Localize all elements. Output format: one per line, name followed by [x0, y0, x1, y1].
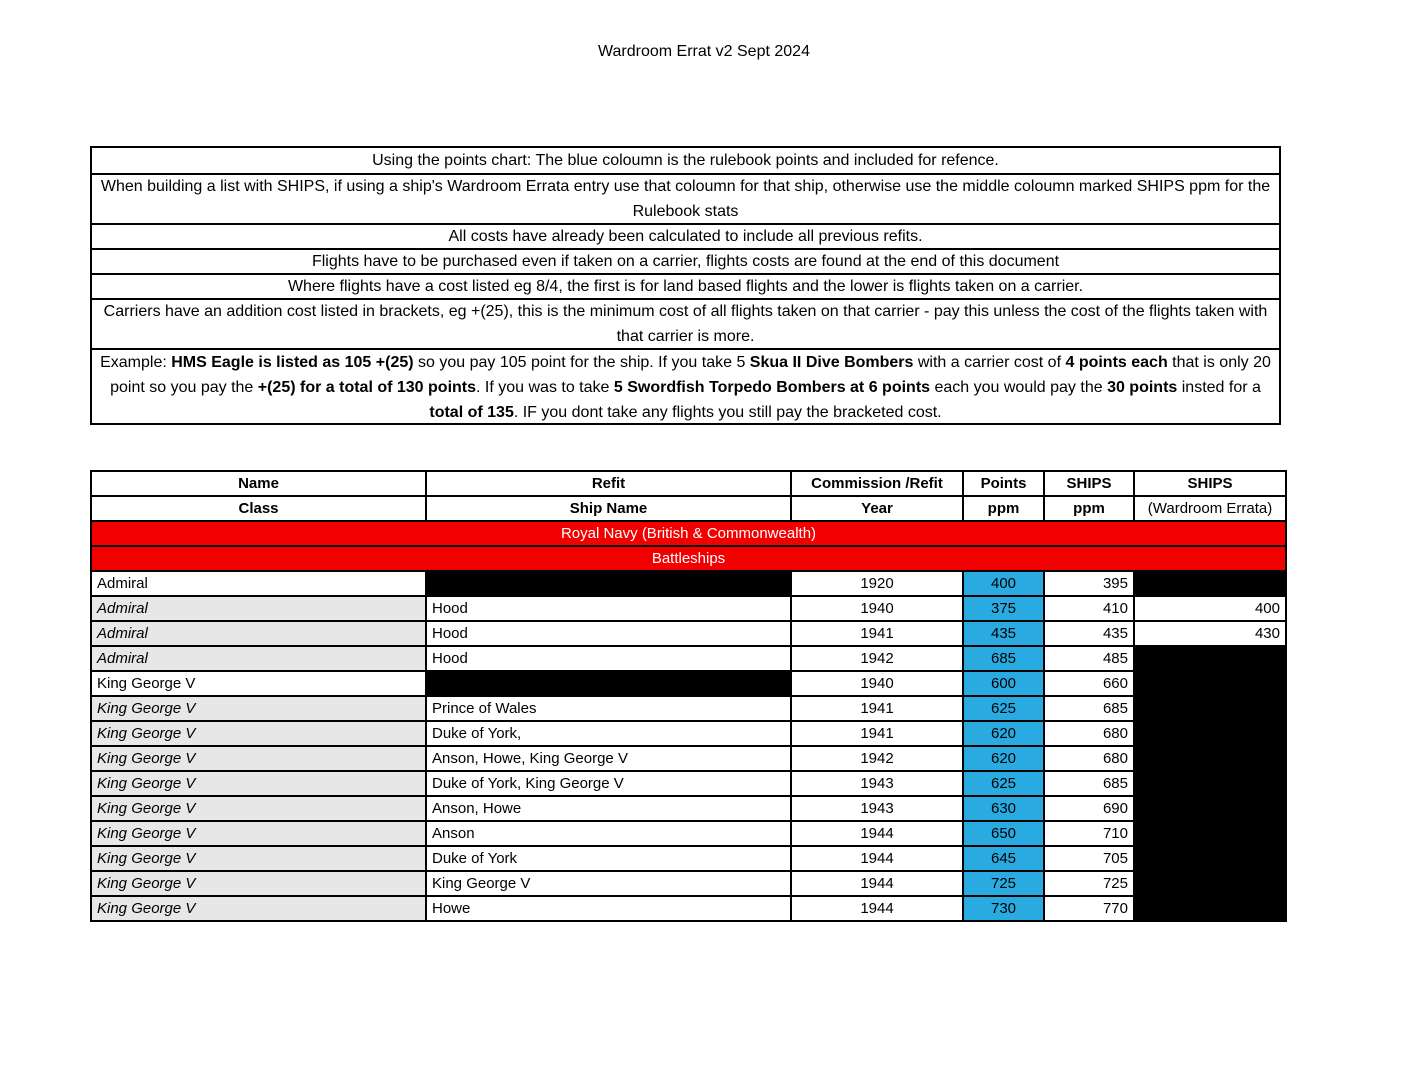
points-ppm-cell: 620 — [963, 746, 1044, 771]
class-cell: King George V — [91, 746, 426, 771]
notes-box — [90, 146, 1281, 425]
points-ppm-cell: 645 — [963, 846, 1044, 871]
class-cell: King George V — [91, 846, 426, 871]
ships-ppm-cell: 680 — [1044, 721, 1134, 746]
blacked-out-cell — [1134, 771, 1286, 796]
points-ppm-cell: 620 — [963, 721, 1044, 746]
year-cell: 1944 — [791, 871, 963, 896]
ship-name-cell: Hood — [426, 596, 791, 621]
note-row: Flights have to be purchased even if taken on a carrier, flights costs are found at the end of this document — [92, 248, 1279, 273]
class-cell: King George V — [91, 696, 426, 721]
example-text: . If you was to take — [476, 379, 614, 396]
column-subheader: Ship Name — [426, 496, 791, 521]
blacked-out-cell — [426, 671, 791, 696]
class-cell: King George V — [91, 721, 426, 746]
column-subheader: (Wardroom Errata) — [1134, 496, 1286, 521]
points-ppm-cell: 600 — [963, 671, 1044, 696]
points-ppm-cell: 625 — [963, 696, 1044, 721]
blacked-out-cell — [1134, 646, 1286, 671]
ships-ppm-cell: 705 — [1044, 846, 1134, 871]
table-row — [91, 571, 1286, 596]
ships-ppm-cell: 680 — [1044, 746, 1134, 771]
example-bold-text: 30 points — [1107, 379, 1178, 396]
class-cell: Admiral — [91, 621, 426, 646]
example-bold-text: +(25) for a total of 130 points — [257, 379, 477, 396]
points-table — [90, 470, 1287, 922]
example-text: Example: — [100, 354, 172, 371]
ship-name-cell: Anson — [426, 821, 791, 846]
ship-name-cell: Hood — [426, 646, 791, 671]
blacked-out-cell — [1134, 846, 1286, 871]
blacked-out-cell — [1134, 796, 1286, 821]
section-banner-row — [91, 521, 1286, 546]
example-text: . IF you dont take any flights you still pay the bracketed cost. — [513, 404, 942, 421]
table-row — [91, 721, 1286, 746]
column-header: Refit — [426, 471, 791, 496]
example-bold-text: total of 135 — [429, 404, 514, 421]
blacked-out-cell — [1134, 571, 1286, 596]
year-cell: 1940 — [791, 596, 963, 621]
ships-ppm-cell: 660 — [1044, 671, 1134, 696]
table-row — [91, 896, 1286, 921]
table-row — [91, 746, 1286, 771]
column-header: SHIPS — [1134, 471, 1286, 496]
table-row — [91, 796, 1286, 821]
example-text: that is only 20 point so you pay the — [110, 354, 1271, 396]
ships-ppm-cell: 410 — [1044, 596, 1134, 621]
points-ppm-cell: 625 — [963, 771, 1044, 796]
ships-ppm-cell: 725 — [1044, 871, 1134, 896]
blacked-out-cell — [426, 571, 791, 596]
ships-ppm-cell: 485 — [1044, 646, 1134, 671]
note-row: Using the points chart: The blue coloumn is the rulebook points and included for refence. — [372, 152, 999, 169]
points-ppm-cell: 630 — [963, 796, 1044, 821]
points-ppm-cell: 730 — [963, 896, 1044, 921]
points-ppm-cell: 400 — [963, 571, 1044, 596]
header-row-1 — [91, 471, 1286, 496]
points-ppm-cell: 435 — [963, 621, 1044, 646]
ships-ppm-cell: 685 — [1044, 771, 1134, 796]
class-cell: King George V — [91, 821, 426, 846]
blacked-out-cell — [1134, 721, 1286, 746]
year-cell: 1943 — [791, 771, 963, 796]
example-text: with a carrier cost of — [913, 354, 1066, 371]
ship-name-cell: Duke of York, King George V — [426, 771, 791, 796]
ships-ppm-cell: 690 — [1044, 796, 1134, 821]
column-subheader: ppm — [963, 496, 1044, 521]
blacked-out-cell — [1134, 871, 1286, 896]
table-row — [91, 696, 1286, 721]
column-header: Name — [91, 471, 426, 496]
ship-name-cell: Hood — [426, 621, 791, 646]
ships-ppm-cell: 435 — [1044, 621, 1134, 646]
year-cell: 1942 — [791, 746, 963, 771]
ship-name-cell: Howe — [426, 896, 791, 921]
column-subheader: ppm — [1044, 496, 1134, 521]
points-ppm-cell: 650 — [963, 821, 1044, 846]
table-row — [91, 646, 1286, 671]
column-header: Points — [963, 471, 1044, 496]
note-row: When building a list with SHIPS, if using a ship's Wardroom Errata entry use that coloumn for that ship, otherwise use the middle coloumn marked SHIPS ppm for the Rulebook stats — [92, 173, 1279, 223]
ship-name-cell: Prince of Wales — [426, 696, 791, 721]
column-subheader: Class — [91, 496, 426, 521]
blacked-out-cell — [1134, 821, 1286, 846]
note-row: Carriers have an addition cost listed in brackets, eg +(25), this is the minimum cost of all flights taken on that carrier - pay this unless the cost of the flights taken with that carrier is more. — [92, 298, 1279, 348]
example-bold-text: 4 points each — [1065, 354, 1168, 371]
example-bold-text: Skua II Dive Bombers — [749, 354, 914, 371]
year-cell: 1941 — [791, 621, 963, 646]
year-cell: 1920 — [791, 571, 963, 596]
class-cell: King George V — [91, 671, 426, 696]
column-header: Commission /Refit — [791, 471, 963, 496]
table-row — [91, 821, 1286, 846]
table-row — [91, 596, 1286, 621]
example-bold-text: 5 Swordfish Torpedo Bombers at 6 points — [613, 379, 931, 396]
class-cell: Admiral — [91, 596, 426, 621]
blacked-out-cell — [1134, 746, 1286, 771]
points-ppm-cell: 375 — [963, 596, 1044, 621]
class-cell: King George V — [91, 771, 426, 796]
section-banner-row — [91, 546, 1286, 571]
class-cell: King George V — [91, 796, 426, 821]
header-row-2 — [91, 496, 1286, 521]
note-row-example — [92, 348, 1279, 423]
example-text: each you would pay the — [930, 379, 1108, 396]
year-cell: 1942 — [791, 646, 963, 671]
table-row — [91, 671, 1286, 696]
blacked-out-cell — [1134, 671, 1286, 696]
class-cell: King George V — [91, 896, 426, 921]
column-header: SHIPS — [1044, 471, 1134, 496]
year-cell: 1943 — [791, 796, 963, 821]
ships-ppm-cell: 685 — [1044, 696, 1134, 721]
year-cell: 1941 — [791, 696, 963, 721]
class-cell: Admiral — [91, 571, 426, 596]
errata-cell: 400 — [1134, 596, 1286, 621]
ships-ppm-cell: 710 — [1044, 821, 1134, 846]
table-row — [91, 871, 1286, 896]
table-row — [91, 621, 1286, 646]
example-text: insted for a — [1177, 379, 1261, 396]
column-subheader: Year — [791, 496, 963, 521]
ship-name-cell: Duke of York — [426, 846, 791, 871]
ship-name-cell: Anson, Howe, King George V — [426, 746, 791, 771]
points-ppm-cell: 685 — [963, 646, 1044, 671]
ship-name-cell: King George V — [426, 871, 791, 896]
year-cell: 1944 — [791, 896, 963, 921]
section-banner: Battleships — [91, 546, 1286, 571]
section-banner: Royal Navy (British & Commonwealth) — [91, 521, 1286, 546]
note-row: All costs have already been calculated to include all previous refits. — [92, 223, 1279, 248]
example-text: so you pay 105 point for the ship. If you take 5 — [413, 354, 750, 371]
table-row — [91, 771, 1286, 796]
errata-cell: 430 — [1134, 621, 1286, 646]
year-cell: 1941 — [791, 721, 963, 746]
blacked-out-cell — [1134, 696, 1286, 721]
page-title: Wardroom Errat v2 Sept 2024 — [598, 43, 810, 60]
class-cell: Admiral — [91, 646, 426, 671]
year-cell: 1944 — [791, 846, 963, 871]
year-cell: 1940 — [791, 671, 963, 696]
ship-name-cell: Anson, Howe — [426, 796, 791, 821]
table-row — [91, 846, 1286, 871]
ships-ppm-cell: 395 — [1044, 571, 1134, 596]
points-ppm-cell: 725 — [963, 871, 1044, 896]
note-row: Where flights have a cost listed eg 8/4, the first is for land based flights and the lower is flights taken on a carrier. — [92, 273, 1279, 298]
ship-name-cell: Duke of York, — [426, 721, 791, 746]
year-cell: 1944 — [791, 821, 963, 846]
ships-ppm-cell: 770 — [1044, 896, 1134, 921]
blacked-out-cell — [1134, 896, 1286, 921]
class-cell: King George V — [91, 871, 426, 896]
example-bold-text: HMS Eagle is listed as 105 +(25) — [171, 354, 414, 371]
